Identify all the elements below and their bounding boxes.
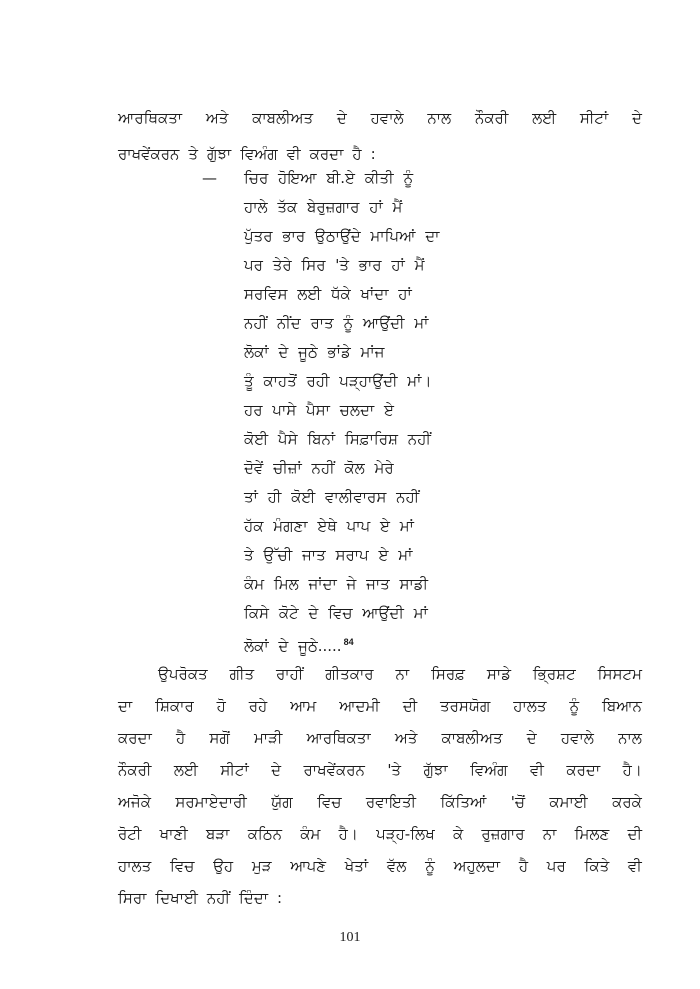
poem-line: ਪੁੱਤਰ ਭਾਰ ਉਠਾਉਂਦੇ ਮਾਪਿਆਂ ਦਾ [244, 227, 440, 245]
poem-line: ਚਿਰ ਹੋਇਆ ਬੀ.ਏ ਕੀਤੀ ਨੂੰ [244, 169, 414, 187]
word: ਵਿਚ [169, 857, 195, 875]
word: ਹਵਾਲੇ [560, 729, 594, 747]
poem-line: ਹਾਲੇ ਤੱਕ ਬੇਰੁਜ਼ਗਾਰ ਹਾਂ ਮੈਂ [244, 198, 403, 216]
body-line-6 [118, 824, 642, 844]
word: ਅਹੁਲਦਾ [453, 857, 501, 875]
page-number: 101 [339, 930, 361, 945]
word: ਰਾਹੀਂ [276, 665, 304, 683]
word: ਗੀਤਕਾਰ [325, 665, 374, 683]
word: ਕੰਮ [300, 825, 321, 843]
word: ਹੈ [352, 145, 362, 163]
word: ਕਠਿਨ [247, 825, 282, 843]
word: ਵੀ [627, 857, 642, 875]
word: ਨੂੰ [425, 857, 435, 875]
word: ਅਤੇ [394, 729, 418, 747]
word: ਸ਼ਿਕਾਰ [155, 697, 194, 715]
word: ਦਾ [118, 697, 133, 715]
word: ਹਵਾਲੇ [370, 109, 404, 127]
body-line-2 [118, 696, 642, 716]
word: ਵਿਚ [317, 793, 342, 811]
word: : [370, 145, 376, 163]
word: ਦਿੰਦਾ [239, 889, 268, 907]
word: ਦੇ [271, 761, 282, 779]
word: ਨਹੀਂ [206, 889, 231, 907]
word: ਕਿਤੇ [584, 857, 610, 875]
word: ਕਾਬਲੀਅਤ [441, 729, 503, 747]
word: ਪਰ [546, 857, 566, 875]
word: ਲਈ [532, 109, 557, 127]
word: ਹਾਲਤ [513, 697, 547, 715]
word: ਰਾਖਵੇਂਕਰਨ [303, 761, 365, 779]
word: ਵੱਲ [386, 857, 407, 875]
word: ਆਰਥਿਕਤਾ [118, 109, 183, 127]
word: ਸੀਟਾਂ [220, 761, 249, 779]
word: ਮੁੜ [251, 857, 272, 875]
word: ਕਰਕੇ [612, 793, 642, 811]
word: ਉਹ [213, 857, 234, 875]
word: ਬੜਾ [206, 825, 230, 843]
word: ਪੜ੍ਹ-ਲਿਖ [376, 825, 435, 843]
word: ਗੁੱਝਾ [207, 145, 232, 163]
poem-line: ਤੂੰ ਕਾਹਤੋਂ ਰਹੀ ਪੜ੍ਹਾਉਂਦੀ ਮਾਂ। [244, 372, 432, 390]
word: ਵਿਅੰਗ [240, 145, 278, 163]
poem-dash: — [202, 169, 217, 187]
poem-line: ਤੇ ਉੱਚੀ ਜਾਤ ਸਰਾਪ ਏ ਮਾਂ [244, 546, 413, 564]
word: ਹਾਲਤ [118, 857, 152, 875]
body-line-3 [118, 728, 642, 748]
word: ਕਰਦਾ [118, 729, 152, 747]
word: ਨਾਲ [618, 729, 642, 747]
body-line-8 [118, 888, 642, 908]
word: ਕਰਦਾ [309, 145, 344, 163]
word: ਸਰਮਾਏਦਾਰੀ [175, 793, 247, 811]
intro-line-1 [118, 108, 642, 128]
word: ਮਿਲਣ [574, 825, 610, 843]
poem-line: ਪਰ ਤੇਰੇ ਸਿਰ 'ਤੇ ਭਾਰ ਹਾਂ ਮੈਂ [244, 256, 425, 274]
body-line-7 [118, 856, 642, 876]
word: ਸਾਡੇ [486, 665, 511, 683]
word: ਹੋ [216, 697, 226, 715]
word: ਤਰਸਯੋਗ [440, 697, 491, 715]
word: ਲਈ [173, 761, 198, 779]
word: 'ਤੇ [387, 761, 402, 779]
word: ਹੈ [518, 857, 529, 875]
word: ਨਾ [395, 665, 410, 683]
poem-line: ਕਿਸੇ ਕੋਟੇ ਦੇ ਵਿਚ ਆਉਂਦੀ ਮਾਂ [244, 604, 428, 622]
poem-line: ਤਾਂ ਹੀ ਕੋਈ ਵਾਲੀਵਾਰਸ ਨਹੀਂ [244, 488, 420, 506]
word: ਹੈ। [338, 825, 358, 843]
poem-line: ਹਰ ਪਾਸੇ ਪੈਸਾ ਚਲਦਾ ਏ [244, 401, 394, 419]
poem-line: ਸਰਵਿਸ ਲਈ ਧੱਕੇ ਖਾਂਦਾ ਹਾਂ [244, 285, 412, 303]
footnote-marker: 84 [343, 637, 354, 647]
poem-line-last [244, 632, 354, 656]
word: ਖਾਣੀ [159, 825, 188, 843]
poem-line: ਕੋਈ ਪੈਸੇ ਬਿਨਾਂ ਸਿਫ਼ਾਰਿਸ਼ ਨਹੀਂ [244, 430, 431, 448]
word: ਸਿਰਫ਼ [431, 665, 466, 683]
word: ਕਰਦਾ [566, 761, 601, 779]
word: ਕਮਾਈ [549, 793, 588, 811]
word: ਨੌਕਰੀ [474, 109, 509, 127]
word: ਵੀ [286, 145, 301, 163]
word: ਦੇ [336, 109, 347, 127]
word: ਦਿਖਾਈ [155, 889, 198, 907]
word: ਤੇ [188, 145, 199, 163]
word: 'ਚੋਂ [510, 793, 525, 811]
word: ਰੋਟੀ [118, 825, 142, 843]
word: ਰਾਖਵੇਂਕਰਨ [118, 145, 180, 163]
word: ਸਿਸਟਮ [597, 665, 642, 683]
word: ਹੈ [175, 729, 186, 747]
word: ਯੁੱਗ [271, 793, 293, 811]
word: ਕਾਬਲੀਅਤ [252, 109, 314, 127]
word: ਗੁੱਝਾ [423, 761, 448, 779]
body-line-5 [118, 792, 642, 812]
word: ਗੀਤ [229, 665, 255, 683]
poem-line: ਹੱਕ ਮੰਗਣਾ ਏਥੇ ਪਾਪ ਏ ਮਾਂ [244, 517, 414, 535]
word: ਦੀ [402, 697, 418, 715]
word: ਸੀਟਾਂ [579, 109, 609, 127]
word: ਆਦਮੀ [339, 697, 380, 715]
word: ਕਿੱਤਿਆਂ [440, 793, 487, 811]
word: ਹੈ। [622, 761, 642, 779]
word: ਬਿਆਨ [602, 697, 642, 715]
poem-line-text: ਲੋਕਾਂ ਦੇ ਜੂਠੇ..... [244, 637, 342, 655]
word: ਆਪਣੇ [290, 857, 327, 875]
poem-line: ਦੋਵੇਂ ਚੀਜ਼ਾਂ ਨਹੀਂ ਕੋਲ ਮੇਰੇ [244, 459, 394, 477]
word: ਮਾੜੀ [253, 729, 283, 747]
word: : [277, 889, 283, 907]
word: ਸਿਰਾ [118, 889, 147, 907]
word: ਭ੍ਰਿਸ਼ਟ [532, 665, 576, 683]
body-line-1 [158, 664, 642, 684]
word: ਸਗੋਂ [209, 729, 230, 747]
word: ਰੁਜ਼ਗਾਰ [481, 825, 525, 843]
word: ਰਹੇ [248, 697, 268, 715]
word: ਕੇ [452, 825, 464, 843]
poem-line: ਕੰਮ ਮਿਲ ਜਾਂਦਾ ਜੇ ਜਾਤ ਸਾਡੀ [244, 575, 429, 593]
word: ਅਤੇ [205, 109, 229, 127]
word: ਉਪਰੋਕਤ [158, 665, 208, 683]
word: ਦੀ [627, 825, 642, 843]
word: ਨਾਲ [427, 109, 452, 127]
word: ਨੌਕਰੀ [118, 761, 152, 779]
word: ਵਿਅੰਗ [470, 761, 508, 779]
word: ਆਮ [290, 697, 317, 715]
word: ਖੇਤਾਂ [344, 857, 369, 875]
word: ਅਜੋਕੇ [118, 793, 151, 811]
word: ਦੇ [632, 109, 642, 127]
word: ਦੇ [526, 729, 537, 747]
poem-line: ਨਹੀਂ ਨੀਂਦ ਰਾਤ ਨੂੰ ਆਉਂਦੀ ਮਾਂ [244, 314, 429, 332]
word: ਵੀ [530, 761, 544, 779]
word: ਨਾ [542, 825, 557, 843]
poem-line: ਲੋਕਾਂ ਦੇ ਜੂਠੇ ਭਾਂਡੇ ਮਾਂਜ [244, 343, 385, 361]
intro-line-2 [118, 144, 642, 164]
body-line-4 [118, 760, 642, 780]
word: ਆਰਥਿਕਤਾ [306, 729, 371, 747]
word: ਨੂੰ [569, 697, 580, 715]
word: ਰਵਾਇਤੀ [365, 793, 417, 811]
